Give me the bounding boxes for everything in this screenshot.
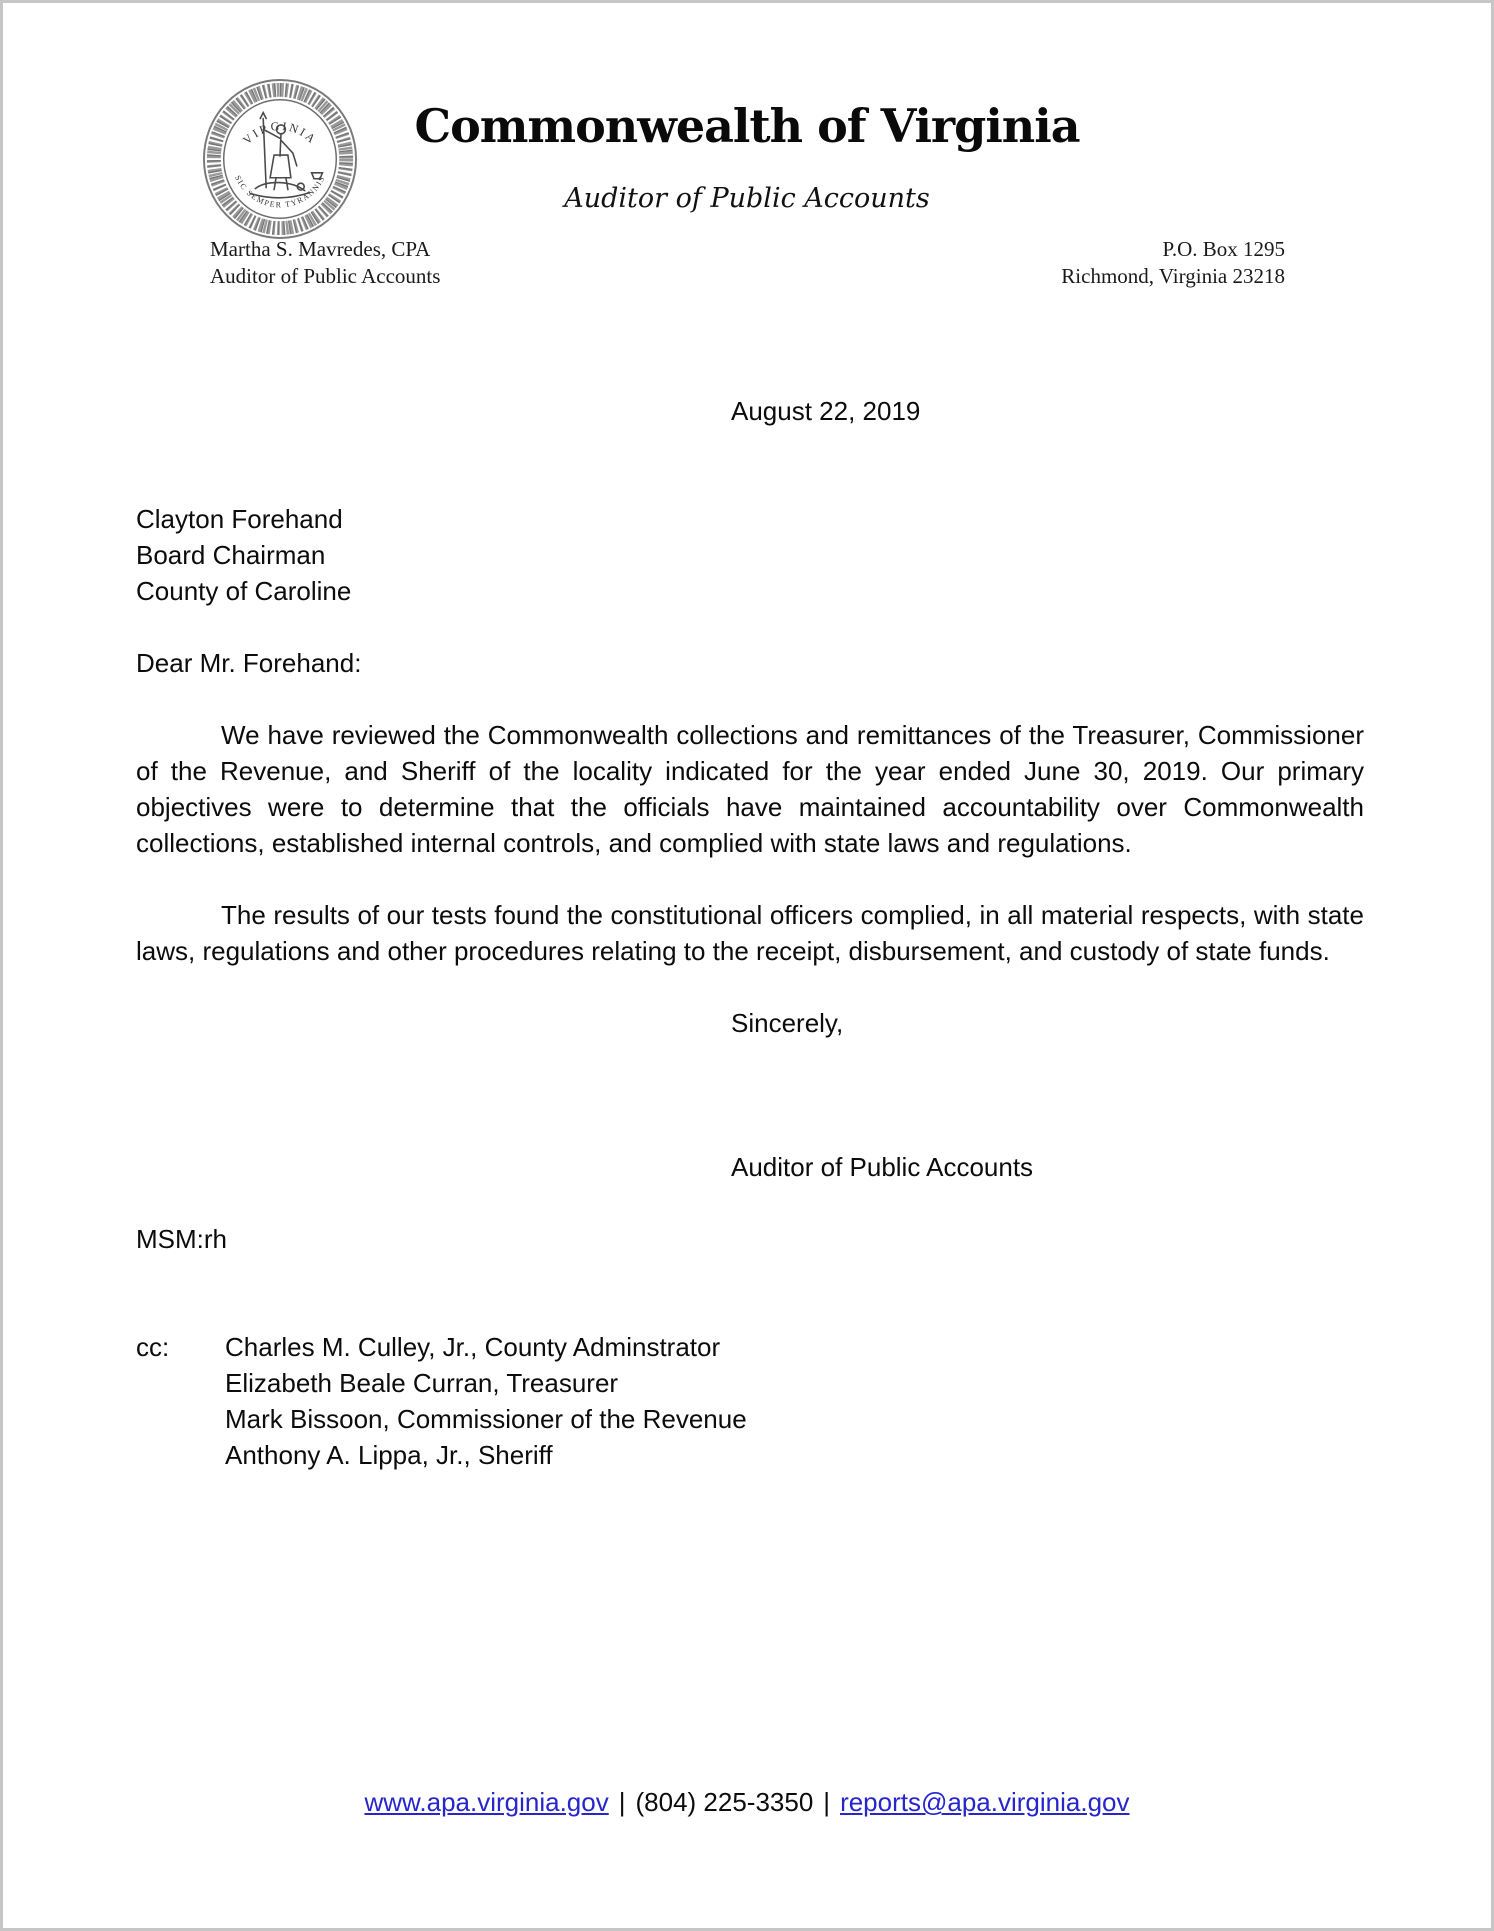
auditor-title: Auditor of Public Accounts [210,264,441,288]
recipient-block [136,501,1364,609]
cc-item: Elizabeth Beale Curran, Treasurer [225,1368,619,1398]
closing-salutation: Sincerely, [731,1008,844,1038]
cc-label: cc: [136,1332,170,1362]
cc-item: Mark Bissoon, Commissioner of the Revenue [225,1404,747,1434]
letterhead-title: Commonwealth of Virginia [414,99,1080,153]
cc-item: Anthony A. Lippa, Jr., Sheriff [225,1440,553,1470]
salutation: Dear Mr. Forehand: [136,648,362,678]
po-box: P.O. Box 1295 [1162,237,1285,261]
email-link[interactable]: reports@apa.virginia.gov [840,1787,1130,1817]
cc-item: Charles M. Culley, Jr., County Adminstrator [225,1332,721,1362]
letterhead-contact-left [210,236,440,290]
letterhead-subtitle: Auditor of Public Accounts [564,183,930,214]
recipient-name: Clayton Forehand [136,504,343,534]
seal-bottom-text: SIC SEMPER TYRANNIS [233,173,327,210]
reference-initials: MSM:rh [136,1224,227,1254]
recipient-title: Board Chairman [136,540,326,570]
phone-number: (804) 225-3350 [635,1787,814,1817]
paragraph-1: We have reviewed the Commonwealth collections and remittances of the Treasurer, Commissioner of the Revenue, and Sheriff of the locality indicated for the year ended June 30, 2019. Our primary objectives were to determine that the officials have maintained accountability over Commonwealth collections, established internal controls, and complied with state laws and regulations. [136,720,1364,858]
closing-signer-title: Auditor of Public Accounts [731,1152,1034,1182]
letterhead-contact-right [1061,236,1285,290]
paragraph-2: The results of our tests found the constitutional officers complied, in all material respects, with state laws, regulations and other procedures relating to the receipt, disbursement, and custody of state funds. [136,900,1364,966]
footer-separator: | [618,1787,626,1817]
recipient-locality: County of Caroline [136,576,352,606]
page-footer [3,1784,1491,1820]
footer-separator: | [823,1787,831,1817]
city-state-zip: Richmond, Virginia 23218 [1061,264,1285,288]
auditor-name: Martha S. Mavredes, CPA [210,237,431,261]
seal-top-text: VIRGINIA [239,118,321,148]
cc-names [225,1329,1364,1473]
letter-body [136,393,1364,1473]
letter-date: August 22, 2019 [731,396,921,426]
website-link[interactable]: www.apa.virginia.gov [364,1787,609,1817]
cc-block [136,1329,1364,1473]
